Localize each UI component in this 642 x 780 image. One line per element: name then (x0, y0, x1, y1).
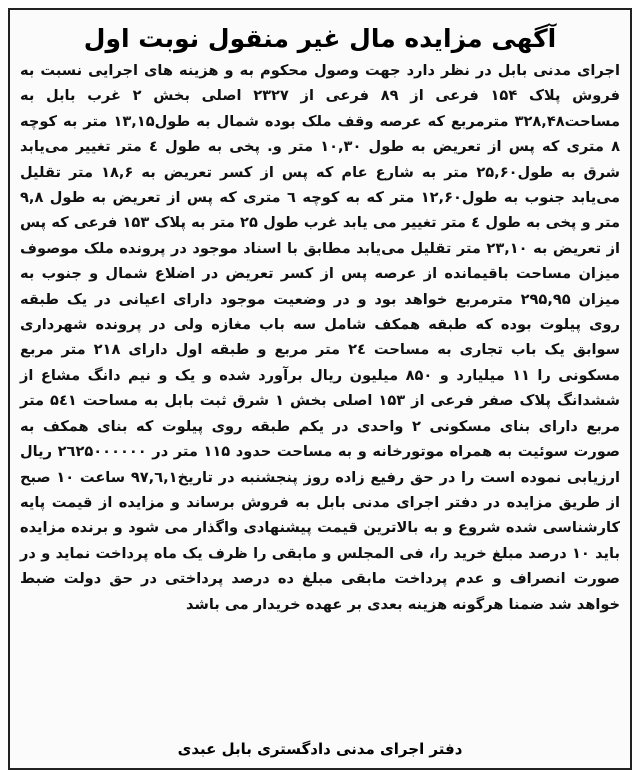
notice-body: اجرای مدنی بابل در نظر دارد جهت وصول محکوم به و هزینه های اجرایی نسبت به فروش پلاک ۱۵۴ فرعی از ۸۹ فرعی از ۲۳۲۷ اصلی بخش ۲ غرب بابل به مساحت۳۲۸,۴۸ مترمربع که عرصه وقف ملک بوده شمال به طول۱۳,۱۵ متر به کوچه ۸ متری که پس از تعریض به طول ۱۰,۳۰ متر و. پخی به طول ٤ متر تغییر می‌یابد شرق به طول۲۵,۶۰ متر به شارع عام که پس از کسر تعریض به ۱۸,۶ متر تقلیل می‌یابد جنوب به طول۱۲,۶۰ متر که به کوچه ٦ متری که پس از تعریض به طول ۹,۸ متر و پخی به طول ٤ متر تغییر می یابد غرب طول ۲۵ متر به پلاک ۱۵۳ فرعی که پس از تعریض به ۲۳,۱۰ متر تقلیل می‌یابد مطابق با اسناد موجود در پرونده ملک موصوف میزان مساحت باقیمانده از عرصه پس از کسر تعریض در اضلاع شمال و جنوب به میزان ۲۹۵,۹۵ مترمربع خواهد بود و در وضعیت موجود دارای اعیانی در یک طبقه روی پیلوت بوده که طبقه همکف شامل سه باب مغازه ولی در پرونده شهرداری سوابق یک باب تجاری به مساحت ۲٤ متر مربع و طبقه اول دارای ۲۱۸ متر مربع مسکونی را ۱۱ میلیارد و ۸۵۰ میلیون ریال برآورد شده و یک و نیم دانگ مشاع از ششدانگ پلاک صفر فرعی از ۱۵۳ اصلی بخش ۱ شرق ثبت بابل به مساحت ۵٤۱ متر مربع دارای بنای مسکونی ۲ واحدی در یکم طبقه روی پیلوت که بنای همکف به صورت سوئیت به همراه موتورخانه و به مساحت حدود ۱۱۵ متر در ۲٦۲۵۰۰۰۰۰۰ ریال ارزیابی نموده است را در حق رفیع زاده روز پنجشنبه در تاریخ۹۷,٦,۱ ساعت ۱۰ صبح از طریق مزایده در دفتر اجرای مدنی بابل به فروش برساند و مزایده از قیمت پایه کارشناسی شده شروع و به بالاترین قیمت پیشنهادی واگذار می شود و برنده مزایده باید ۱۰ درصد مبلغ خرید را، فی المجلس و مابقی را ظرف یک ماه پرداخت نماید و در صورت انصراف و عدم پرداخت مابقی مبلغ ده درصد پرداختی در حق دولت ضبط خواهد شد ضمنا هرگونه هزینه بعدی بر عهده خریدار می باشد (20, 62, 621, 613)
auction-notice (8, 8, 632, 770)
notice-signature: دفتر اجرای مدنی دادگستری بابل عبدی (177, 740, 463, 758)
notice-title: آگهی مزایده مال غیر منقول نوبت اول (83, 24, 557, 53)
